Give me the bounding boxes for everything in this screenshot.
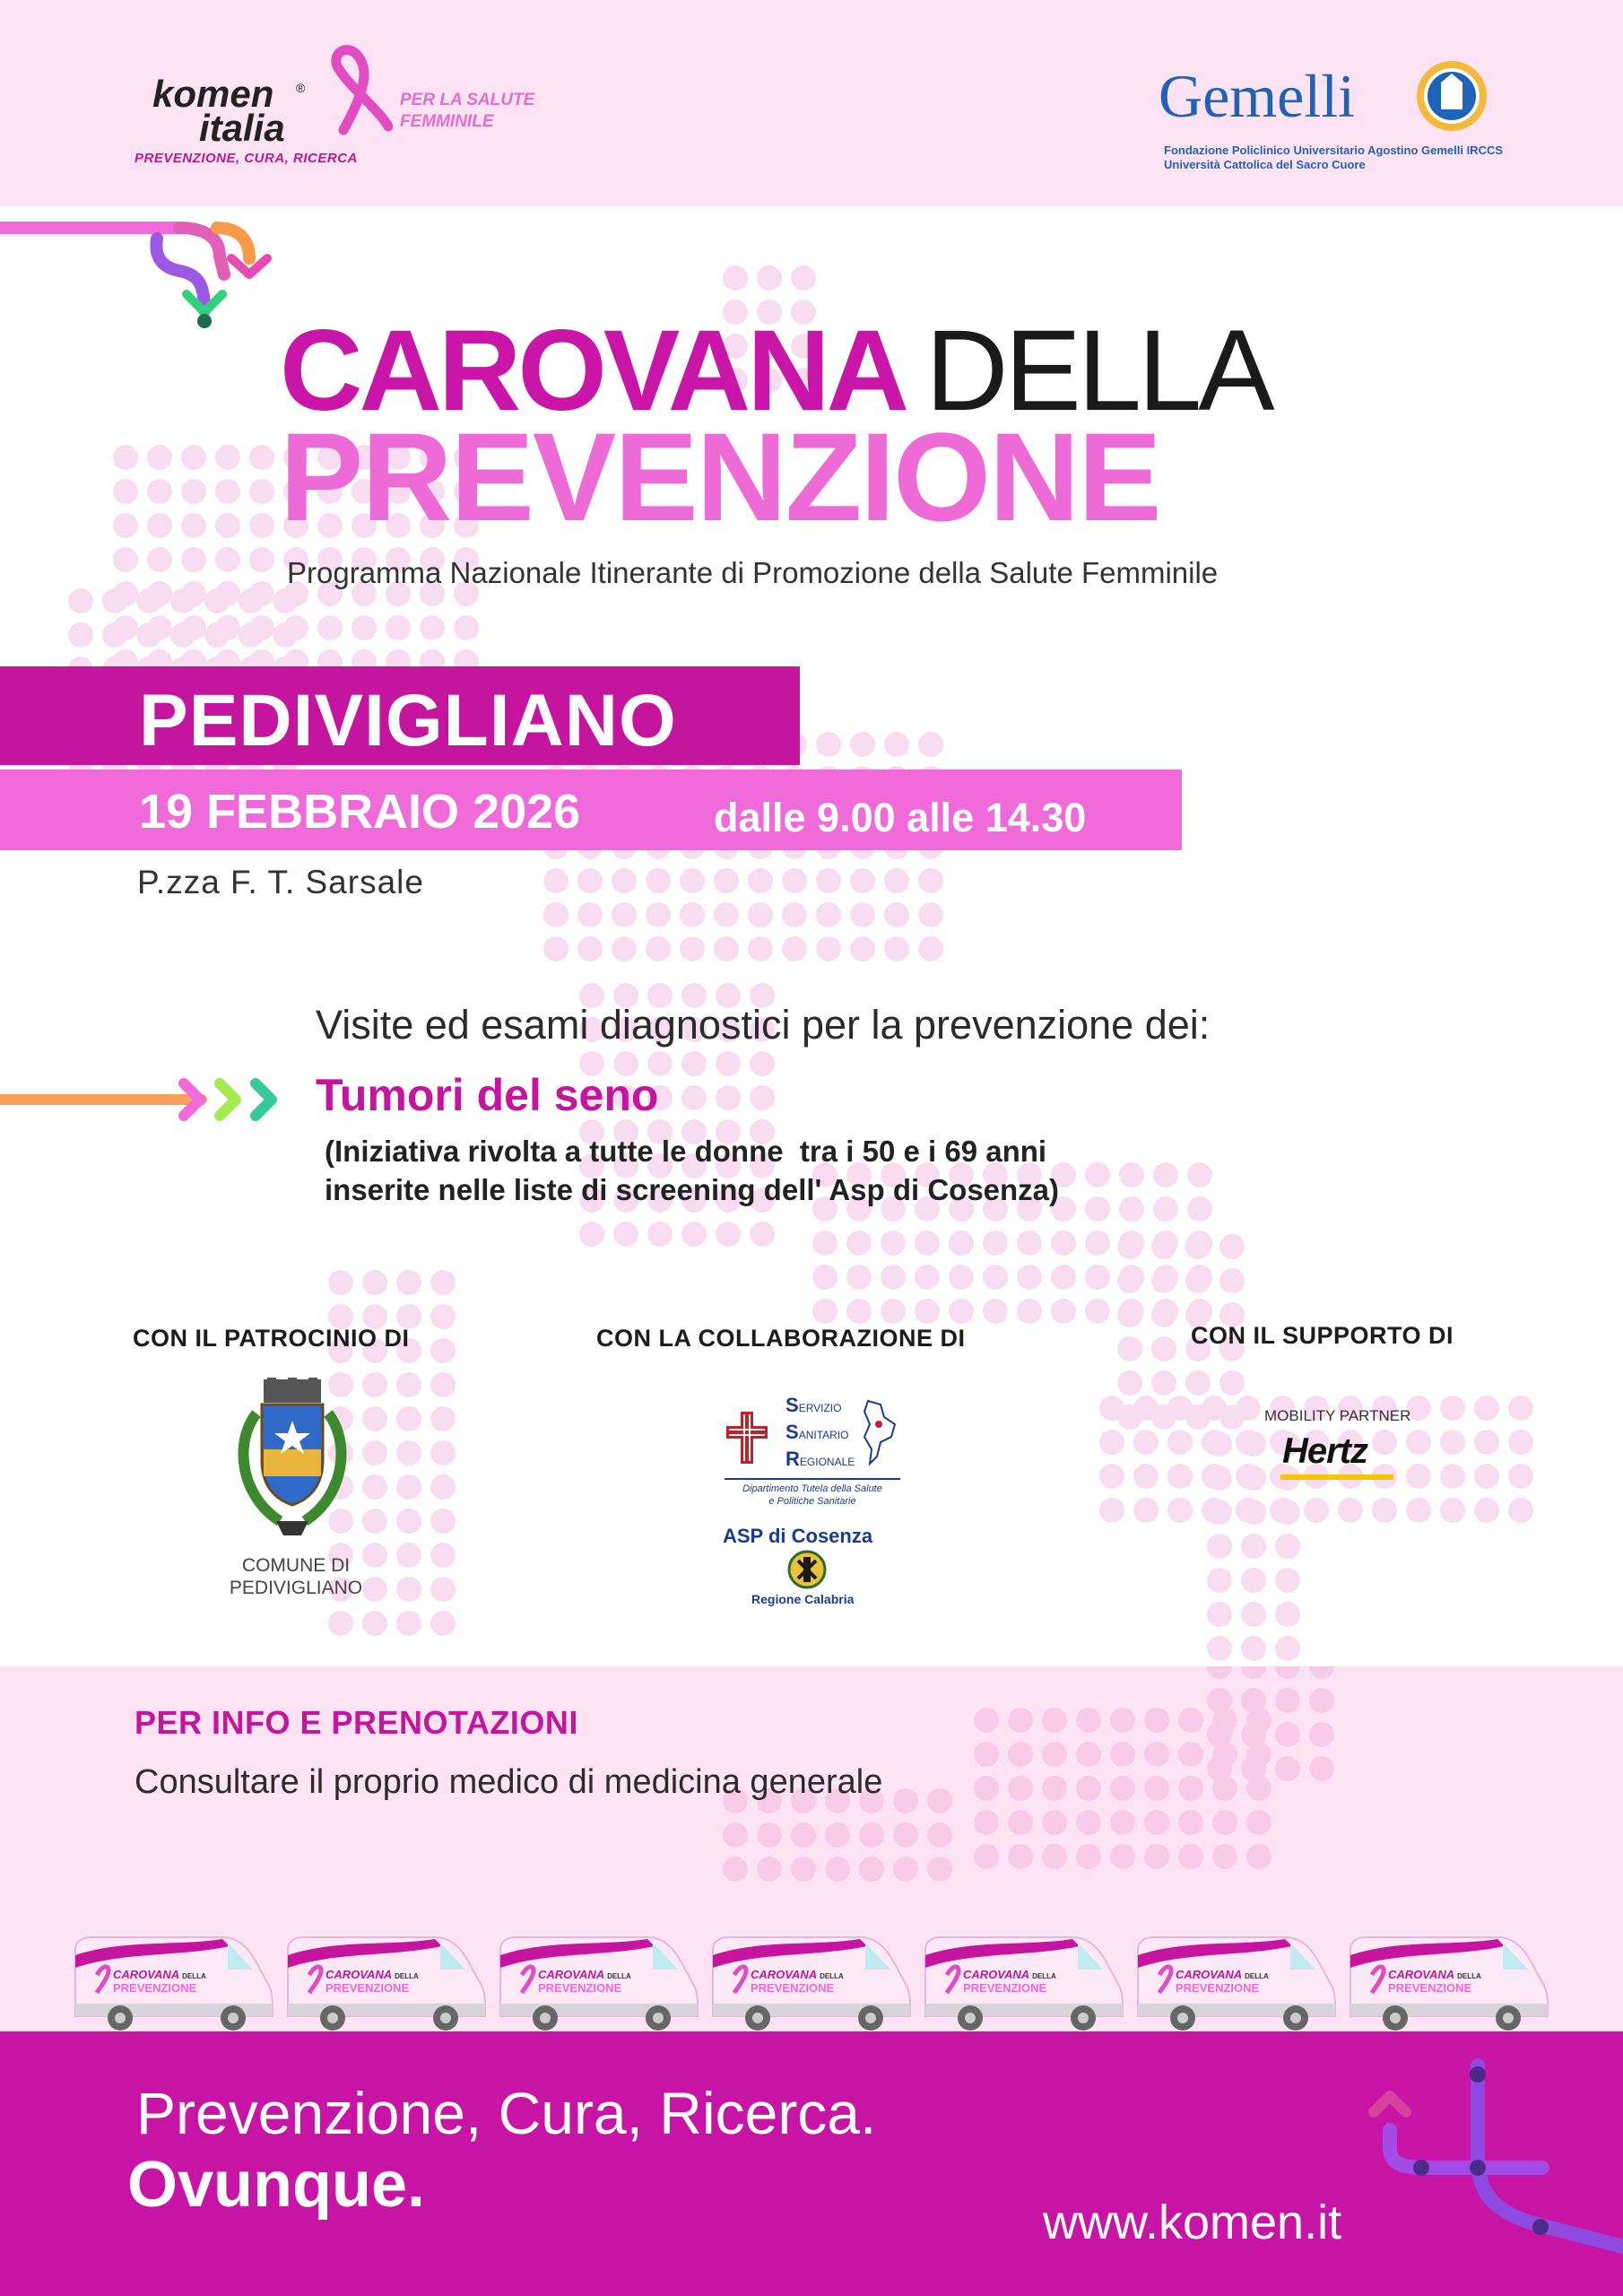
van-label-main: CAROVANA DELLA xyxy=(1388,1968,1481,1981)
title-carovana: CAROVANA xyxy=(280,307,907,435)
decorative-paths-top xyxy=(0,212,287,337)
comune-crest-icon xyxy=(226,1378,359,1544)
ssr-word-3: EGIONALE xyxy=(799,1456,855,1468)
komen-logo xyxy=(135,72,572,170)
van-label-small: DELLA xyxy=(1032,1972,1056,1980)
service-note-line-1: (Iniziativa rivolta a tutte le donne tra i 50 e i 69 anni xyxy=(325,1135,1047,1168)
title-della: DELLA xyxy=(925,307,1271,435)
komen-tagline-1: PER LA SALUTE xyxy=(400,91,535,109)
van-illustration xyxy=(282,1930,489,2038)
mobility-partner-label: MOBILITY PARTNER xyxy=(1264,1407,1411,1424)
van-label-small: DELLA xyxy=(182,1972,206,1980)
footer-emphasis: Ovunque. xyxy=(127,2149,426,2221)
van-label-main: CAROVANA DELLA xyxy=(113,1968,206,1981)
van-label-sub: PREVENZIONE xyxy=(538,1981,622,1995)
collaborazione-heading: CON LA COLLABORAZIONE DI xyxy=(596,1325,966,1352)
comune-label-2: PEDIVIGLIANO xyxy=(229,1578,363,1598)
ssr-divider xyxy=(725,1478,900,1480)
decorative-paths-footer xyxy=(1354,2058,1623,2274)
hertz-underline xyxy=(1280,1474,1393,1480)
footer-slogan: Prevenzione, Cura, Ricerca. xyxy=(136,2080,877,2146)
van-label-sub: PREVENZIONE xyxy=(113,1981,197,1995)
van-label-small: DELLA xyxy=(1457,1972,1481,1980)
gemelli-foundation-line: Fondazione Policlinico Universitario Agostino Gemelli IRCCS xyxy=(1164,144,1504,157)
komen-word: komen xyxy=(152,73,274,115)
ssr-line-3 xyxy=(785,1448,855,1471)
van-label-sub: PREVENZIONE xyxy=(751,1981,835,1995)
info-text: Consultare il proprio medico di medicina generale xyxy=(135,1763,883,1801)
van-label-small: DELLA xyxy=(395,1972,419,1980)
title-prevenzione: PREVENZIONE xyxy=(280,406,1160,547)
van-label-sub: PREVENZIONE xyxy=(1388,1981,1472,1995)
gemelli-logo xyxy=(1157,56,1515,181)
pink-ribbon-icon xyxy=(303,40,393,139)
van-illustration xyxy=(1345,1930,1551,2038)
van-label-main: CAROVANA DELLA xyxy=(325,1968,419,1981)
komen-tagline-2: FEMMINILE xyxy=(400,112,494,131)
van-label-main: CAROVANA DELLA xyxy=(1176,1968,1269,1981)
title-subtitle: Programma Nazionale Itinerante di Promozione della Salute Femminile xyxy=(287,556,1219,589)
town-name: PEDIVIGLIANO xyxy=(139,680,677,761)
event-hours: dalle 9.00 alle 14.30 xyxy=(714,795,1087,840)
supporto-heading: CON IL SUPPORTO DI xyxy=(1191,1322,1454,1349)
gemelli-university-line: Università Cattolica del Sacro Cuore xyxy=(1164,158,1366,171)
gemelli-seal-icon xyxy=(1415,59,1488,133)
ssr-word-2: ANITARIO xyxy=(798,1429,849,1441)
van-label-sub: PREVENZIONE xyxy=(963,1981,1047,1995)
service-breast-tumors: Tumori del seno xyxy=(316,1070,659,1120)
van-label-small: DELLA xyxy=(1245,1972,1269,1980)
patrocinio-heading: CON IL PATROCINIO DI xyxy=(133,1325,410,1352)
ssr-word-1: ERVIZIO xyxy=(798,1402,842,1414)
van-illustration xyxy=(920,1930,1126,2038)
footer-website[interactable]: www.komen.it xyxy=(1043,2196,1342,2249)
comune-label-1: COMUNE DI xyxy=(241,1555,351,1576)
ssr-line-1 xyxy=(785,1394,841,1417)
ssr-dept-2: e Politiche Sanitarie xyxy=(768,1496,856,1507)
regione-calabria-emblem-icon xyxy=(787,1550,827,1589)
gemelli-wordmark: Gemelli xyxy=(1159,62,1356,130)
van-label-main: CAROVANA DELLA xyxy=(538,1968,631,1981)
van-illustration xyxy=(707,1930,914,2038)
van-label-main: CAROVANA DELLA xyxy=(751,1968,844,1981)
arrow-decoration-icon xyxy=(0,1073,296,1126)
calabria-map-icon xyxy=(861,1397,898,1467)
regione-name: Regione Calabria xyxy=(751,1592,855,1606)
vans-row xyxy=(70,1930,1576,2038)
ssr-line-2 xyxy=(785,1421,848,1444)
komen-subline: PREVENZIONE, CURA, RICERCA xyxy=(135,151,358,166)
event-date: 19 FEBBRAIO 2026 xyxy=(139,785,581,839)
van-label-sub: PREVENZIONE xyxy=(1176,1981,1260,1995)
komen-registered: ® xyxy=(296,81,306,95)
van-illustration xyxy=(70,1930,276,2038)
town-band xyxy=(0,666,800,765)
asp-name: ASP di Cosenza xyxy=(723,1525,873,1547)
red-cross-icon xyxy=(726,1412,768,1464)
van-label-sub: PREVENZIONE xyxy=(325,1981,410,1995)
ssr-letter-r: R xyxy=(785,1448,800,1470)
service-note xyxy=(325,1132,1059,1209)
ssr-logo xyxy=(725,1392,900,1526)
van-illustration xyxy=(495,1930,701,2038)
service-note-line-2: inserite nelle liste di screening dell' Asp di Cosenza) xyxy=(325,1173,1060,1206)
ssr-dept-1: Dipartimento Tutela della Salute xyxy=(742,1483,882,1494)
comune-label xyxy=(179,1554,412,1599)
event-place: P.zza F. T. Sarsale xyxy=(137,864,424,900)
van-label-main: CAROVANA DELLA xyxy=(963,1968,1056,1981)
ssr-letter-s1: S xyxy=(785,1394,799,1416)
komen-italia-word: italia xyxy=(199,107,285,149)
hertz-logo: Hertz xyxy=(1282,1431,1368,1471)
ssr-letter-s2: S xyxy=(785,1421,799,1443)
date-band xyxy=(0,770,1182,850)
van-illustration xyxy=(1133,1930,1339,2038)
services-intro: Visite ed esami diagnostici per la prevenzione dei: xyxy=(316,1002,1211,1048)
van-label-small: DELLA xyxy=(820,1972,844,1980)
info-heading: PER INFO E PRENOTAZIONI xyxy=(135,1704,578,1741)
van-label-small: DELLA xyxy=(607,1972,631,1980)
